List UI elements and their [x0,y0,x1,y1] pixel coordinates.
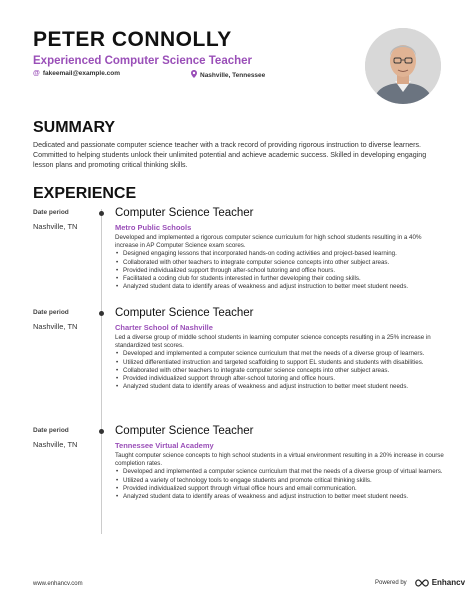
job-bullets [115,350,445,391]
experience-heading: EXPERIENCE [33,185,137,202]
job-bullet: • Developed and implemented a computer science curriculum that met the needs of a diverse group of virtual learners. [115,468,445,476]
contact-location [191,70,265,80]
profile-photo [365,28,441,104]
job-bullet: • Utilized differentiated instruction and targeted scaffolding to support EL students and students with disabilities. [115,359,445,367]
email-text: fakeemail@example.com [42,70,120,77]
job-bullet: • Analyzed student data to identify areas of weakness and adjust instruction to better meet student needs. [115,493,445,501]
timeline-line [101,209,102,534]
timeline-dot [99,429,104,434]
job-bullet: • Analyzed student data to identify areas of weakness and adjust instruction to better meet student needs. [115,283,445,291]
job-period: Date period [33,427,69,434]
job-bullet: • Utilized a variety of technology tools to engage students and promote critical thinking skills. [115,477,445,485]
summary-text: Dedicated and passionate computer science teacher with a track record of providing rigorous instruction to diverse learners. Committed to helping students unlock their unlimited potential and achieve academic success. Skilled in developing engaging lesson plans and promoting critical thinking skills. [33,141,427,169]
job-bullet: • Provided individualized support through virtual office hours and email communication. [115,485,445,493]
job-bullet: • Analyzed student data to identify areas of weakness and adjust instruction to better meet student needs. [115,383,445,391]
job-bullet: • Collaborated with other teachers to integrate computer science concepts into other subject areas. [115,367,445,375]
job-title: Computer Science Teacher [115,425,254,437]
footer-branding[interactable] [375,578,465,587]
job-period: Date period [33,309,69,316]
job-description-block [115,234,445,291]
timeline-dot [99,311,104,316]
job-bullet: • Provided individualized support through after-school tutoring and office hours. [115,267,445,275]
job-period: Date period [33,209,69,216]
candidate-subtitle: Experienced Computer Science Teacher [33,55,253,67]
job-description: Led a diverse group of middle school students in learning computer science concepts resulting in a 25% increase in standardized test scores. [115,334,431,350]
job-location: Nashville, TN [33,322,78,331]
job-bullet: • Provided individualized support through after-school tutoring and office hours. [115,375,445,383]
location-text: Nashville, Tennessee [200,71,266,79]
map-pin-icon [191,70,197,80]
timeline-dot [99,211,104,216]
job-company: Charter School of Nashville [115,323,213,332]
job-bullet: • Designed engaging lessons that incorporated hands-on coding activities and project-based learning. [115,250,445,258]
job-bullets [115,468,445,501]
job-title: Computer Science Teacher [115,207,254,219]
job-description: Developed and implemented a rigorous computer science curriculum for high school students resulting in a 40% increase in AP Computer Science exam scores. [115,234,422,250]
job-location: Nashville, TN [33,222,78,231]
job-description-block [115,452,445,501]
job-title: Computer Science Teacher [115,307,254,319]
job-bullet: • Developed and implemented a computer science curriculum that met the needs of a diverse group of learners. [115,350,445,358]
powered-by-label: Powered by [375,579,407,586]
summary-heading: SUMMARY [33,119,116,136]
job-description: Taught computer science concepts to high school students in a virtual environment resulting in a 20% increase in course completion rates. [115,452,444,468]
job-location: Nashville, TN [33,440,78,449]
footer-website[interactable]: www.enhancv.com [33,581,83,587]
infinity-logo-icon [415,579,429,587]
job-bullet: • Collaborated with other teachers to integrate computer science concepts into other subject areas. [115,259,445,267]
job-bullet: • Facilitated a coding club for students interested in further developing their coding skills. [115,275,445,283]
job-description-block [115,334,445,391]
job-bullets [115,250,445,291]
brand-name: Enhancv [431,578,466,587]
contact-email[interactable] [33,70,120,77]
at-icon: @ [33,70,40,77]
job-company: Tennessee Virtual Academy [115,441,214,450]
candidate-name: PETER CONNOLLY [33,28,232,51]
job-company: Metro Public Schools [115,223,192,232]
